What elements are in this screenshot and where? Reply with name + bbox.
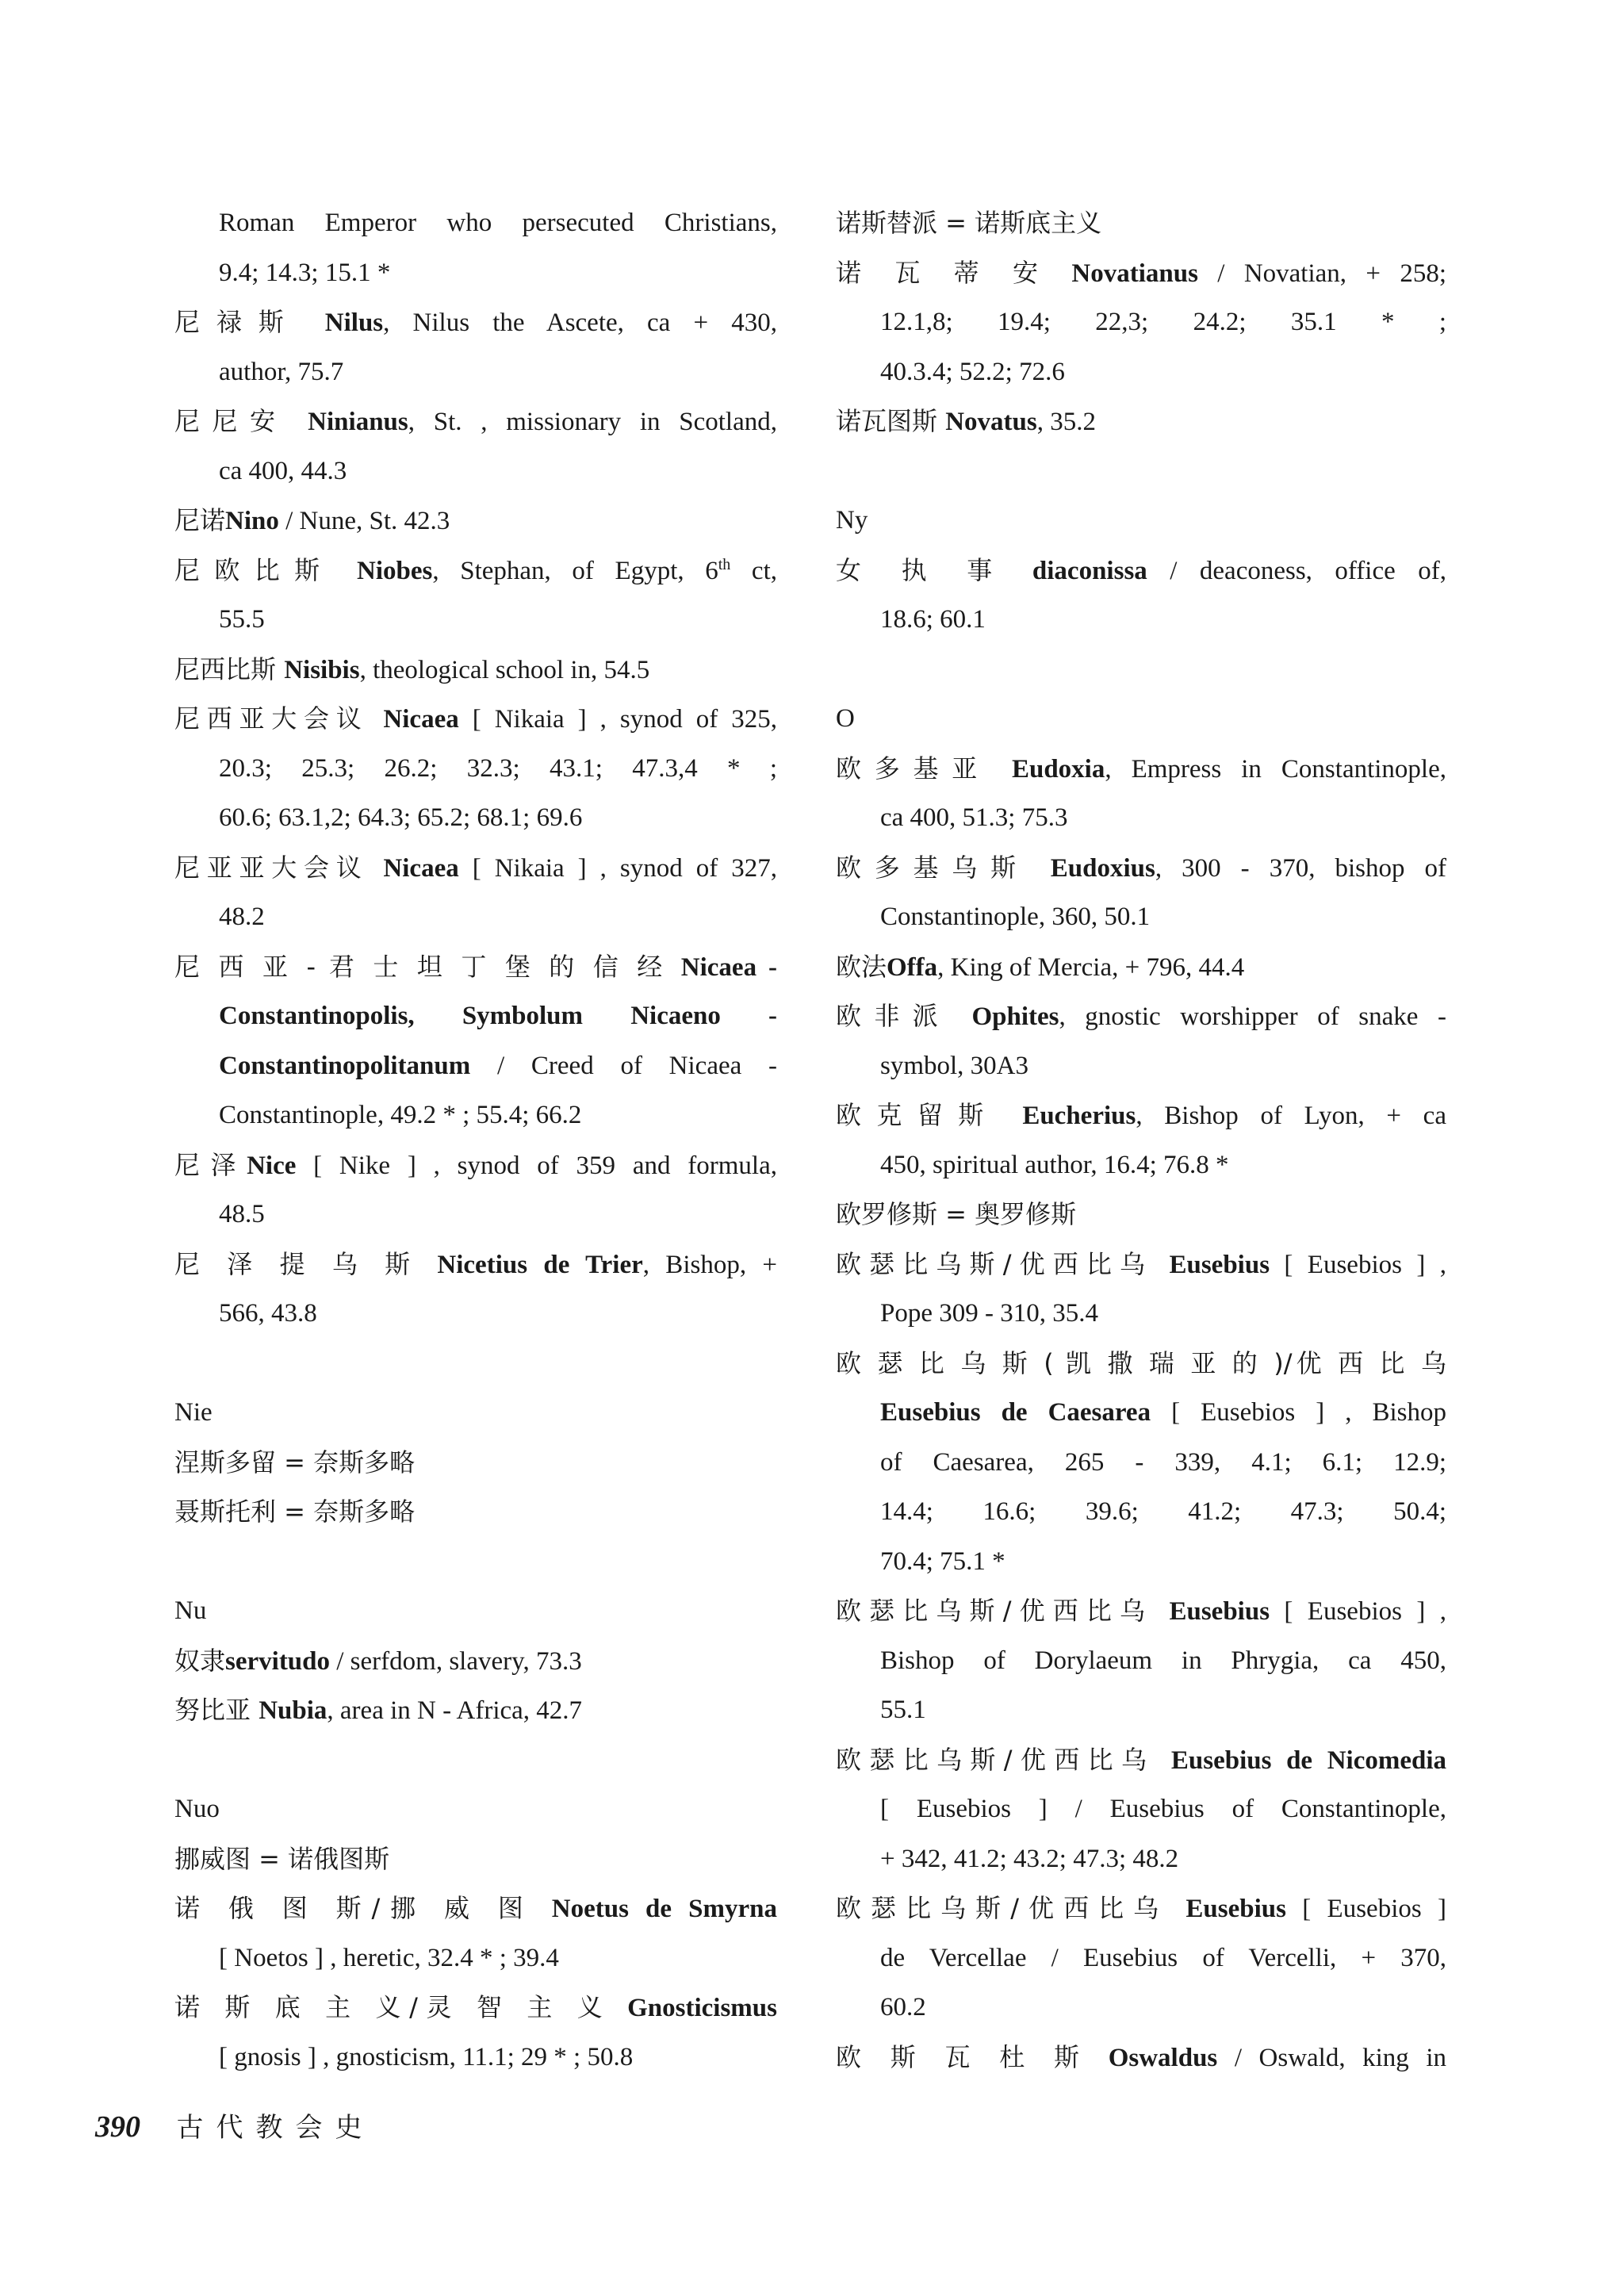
entry-text: 18.6; 60.1 bbox=[880, 605, 986, 634]
latin-term: Gnosticismus bbox=[627, 1994, 777, 2022]
entry-text: + 342, 41.2; 43.2; 47.3; 48.2 bbox=[880, 1844, 1179, 1873]
entry-text: / Creed of Nicaea - bbox=[470, 1051, 777, 1080]
chinese-term: 尼西比斯 bbox=[174, 653, 285, 684]
chinese-term: 欧 瑟 比 乌 斯 ( 凯 撒 瑞 亚 的 )/优 西 比 乌 bbox=[836, 1347, 1446, 1378]
chinese-term: 欧罗修斯 = 奥罗修斯 bbox=[836, 1199, 1077, 1229]
index-entry bbox=[174, 1140, 777, 1240]
left-column bbox=[174, 198, 777, 2082]
index-entry bbox=[836, 1090, 1446, 1190]
entry-text: [ Eusebios ] bbox=[1285, 1895, 1446, 1923]
entry-text: Constantinople, 360, 50.1 bbox=[880, 902, 1151, 931]
entry-continuation-line bbox=[836, 1685, 1446, 1735]
latin-term: Nicaea - bbox=[680, 952, 777, 982]
entry-continuation-line bbox=[836, 595, 1446, 645]
entry-text: , Stephan, of Egypt, 6 bbox=[432, 556, 718, 585]
latin-term: Niobes bbox=[357, 556, 433, 585]
entry-first-line bbox=[174, 546, 777, 596]
index-entry bbox=[174, 1240, 777, 1339]
entry-text: 55.1 bbox=[880, 1696, 926, 1724]
entry-first-line bbox=[836, 198, 1446, 248]
chinese-term: 诺斯替派 = 诺斯底主义 bbox=[836, 208, 1102, 238]
chinese-term: 诺 斯 底 主 义/灵 智 主 义 bbox=[174, 1992, 628, 2022]
entry-text: / Nune, St. 42.3 bbox=[278, 507, 450, 535]
entry-text: de Vercellae / Eusebius of Vercelli, + 370, bbox=[880, 1943, 1446, 1972]
entry-text: [ Nikaia ] , synod of 327, bbox=[458, 853, 777, 883]
entry-text: [ Eusebios ] , Bishop bbox=[1151, 1398, 1446, 1427]
latin-term: Eusebius de Caesarea bbox=[880, 1398, 1151, 1427]
chinese-term: 努比亚 bbox=[174, 1695, 259, 1725]
chinese-term: 尼诺 bbox=[174, 505, 226, 535]
entry-text: ca 400, 44.3 bbox=[219, 456, 347, 485]
page-footer bbox=[95, 2103, 375, 2152]
entry-text: 12.1,8; 19.4; 22,3; 24.2; 35.1 * ; bbox=[880, 308, 1446, 336]
entry-text: symbol, 30A3 bbox=[880, 1051, 1029, 1080]
latin-term: Novatus bbox=[945, 408, 1037, 436]
entry-first-line bbox=[174, 1834, 777, 1884]
latin-term: diaconissa bbox=[1032, 556, 1147, 585]
latin-term: Nino bbox=[225, 507, 279, 535]
entry-first-line bbox=[174, 645, 777, 695]
right-column bbox=[836, 198, 1446, 2082]
chinese-term: 奴隶 bbox=[174, 1645, 226, 1676]
entry-text: [ Nike ] , synod of 359 and formula, bbox=[296, 1151, 777, 1180]
entry-first-line bbox=[174, 843, 777, 893]
entry-text: 9.4; 14.3; 15.1 * bbox=[219, 258, 391, 287]
entry-continuation-line bbox=[836, 1041, 1446, 1091]
entry-text: , St. , missionary in Scotland, bbox=[408, 408, 777, 436]
index-entry bbox=[836, 1190, 1446, 1240]
superscript: th bbox=[718, 555, 731, 573]
latin-term: Noetus de Smyrna bbox=[551, 1895, 777, 1923]
entry-text: [ Eusebios ] / Eusebius of Constantinople, bbox=[880, 1795, 1446, 1823]
latin-term: Eusebius de Nicomedia bbox=[1170, 1746, 1446, 1775]
chinese-term: 欧 斯 瓦 杜 斯 bbox=[836, 2041, 1109, 2072]
index-entry bbox=[836, 843, 1446, 942]
entry-first-line bbox=[836, 1586, 1446, 1636]
chinese-term: 挪威图 = 诺俄图斯 bbox=[174, 1843, 390, 1874]
entry-continuation-line bbox=[836, 892, 1446, 942]
entry-text: 60.6; 63.1,2; 64.3; 65.2; 68.1; 69.6 bbox=[219, 803, 583, 832]
entry-continuation-line bbox=[836, 1537, 1446, 1587]
entry-continuation-line bbox=[174, 1090, 777, 1140]
entry-first-line bbox=[836, 942, 1446, 992]
entry-text: 566, 43.8 bbox=[219, 1299, 317, 1328]
entry-continuation-line bbox=[174, 1041, 777, 1091]
index-entry bbox=[174, 198, 777, 297]
entry-first-line bbox=[174, 1884, 777, 1933]
entry-text: , 300 - 370, bishop of bbox=[1155, 853, 1446, 883]
index-entry bbox=[836, 248, 1446, 397]
entry-text: 40.3.4; 52.2; 72.6 bbox=[880, 357, 1065, 386]
entry-continuation-line bbox=[174, 446, 777, 496]
latin-term: Constantinopolitanum bbox=[219, 1051, 471, 1080]
entry-first-line bbox=[174, 1140, 777, 1190]
entry-text: author, 75.7 bbox=[219, 357, 344, 386]
latin-term: Nisibis bbox=[284, 655, 360, 684]
entry-text: [ Eusebios ] , bbox=[1270, 1250, 1446, 1279]
latin-term: Nicaea bbox=[383, 853, 459, 883]
entry-first-line bbox=[836, 1339, 1446, 1389]
entry-first-line bbox=[174, 1438, 777, 1488]
chinese-term: 诺 俄 图 斯/挪 威 图 bbox=[174, 1893, 552, 1923]
entry-first-line bbox=[836, 397, 1446, 446]
latin-term: Eudoxius bbox=[1050, 853, 1155, 883]
entry-continuation-line bbox=[174, 744, 777, 794]
chinese-term: 尼亚亚大会议 bbox=[174, 852, 384, 883]
entry-first-line bbox=[836, 248, 1446, 298]
latin-term: Nice bbox=[247, 1151, 297, 1180]
entry-text: , theological school in, 54.5 bbox=[359, 655, 650, 684]
entry-text: , Bishop of Lyon, + ca bbox=[1136, 1102, 1446, 1130]
entry-first-line bbox=[174, 1487, 777, 1537]
entry-continuation-line bbox=[836, 1487, 1446, 1537]
chinese-term: 女 执 事 bbox=[836, 554, 1032, 585]
entry-text: / Novatian, + 258; bbox=[1197, 259, 1446, 288]
section-gap bbox=[174, 1735, 777, 1785]
entry-first-line bbox=[174, 1685, 777, 1735]
section-gap bbox=[836, 446, 1446, 496]
entry-first-line bbox=[836, 1240, 1446, 1290]
entry-first-line bbox=[836, 744, 1446, 794]
index-entry bbox=[174, 496, 777, 546]
chinese-term: 欧法 bbox=[836, 951, 887, 982]
entry-continuation-line bbox=[174, 793, 777, 843]
entry-first-line bbox=[174, 1636, 777, 1686]
chinese-term: 欧克留斯 bbox=[836, 1100, 1023, 1130]
entry-text: , King of Mercia, + 796, 44.4 bbox=[937, 952, 1245, 982]
section-gap bbox=[174, 1339, 777, 1389]
latin-term: Nicaea bbox=[383, 705, 459, 734]
entry-text: 70.4; 75.1 * bbox=[880, 1546, 1005, 1576]
entry-first-line bbox=[836, 1884, 1446, 1933]
entry-text: Pope 309 - 310, 35.4 bbox=[880, 1299, 1098, 1328]
entry-continuation-line bbox=[836, 1933, 1446, 1983]
entry-text: [ Eusebios ] , bbox=[1270, 1597, 1446, 1626]
index-entry bbox=[836, 1586, 1446, 1735]
entry-text: [ Noetos ] , heretic, 32.4 * ; 39.4 bbox=[219, 1943, 559, 1972]
entry-continuation-line bbox=[836, 1289, 1446, 1339]
entry-text: ca 400, 51.3; 75.3 bbox=[880, 803, 1068, 832]
entry-text: [ gnosis ] , gnosticism, 11.1; 29 * ; 50.8 bbox=[219, 2042, 634, 2071]
latin-term: Eucherius bbox=[1022, 1102, 1136, 1130]
section-heading: Nuo bbox=[174, 1795, 220, 1823]
entry-text: , Empress in Constantinople, bbox=[1105, 754, 1446, 784]
entry-continuation-line bbox=[836, 1784, 1446, 1834]
latin-term: servitudo bbox=[225, 1646, 331, 1676]
entry-continuation-line bbox=[174, 248, 777, 298]
entry-text: , gnostic worshipper of snake - bbox=[1059, 1002, 1446, 1031]
entry-text: 20.3; 25.3; 26.2; 32.3; 43.1; 47.3,4 * ; bbox=[219, 753, 777, 783]
entry-continuation-line bbox=[174, 347, 777, 397]
chinese-term: 欧瑟比乌斯/优西比乌 bbox=[836, 1893, 1186, 1923]
index-entry bbox=[836, 1735, 1446, 1884]
index-entry bbox=[836, 1339, 1446, 1587]
index-entry bbox=[174, 1983, 777, 2082]
index-entry bbox=[836, 744, 1446, 843]
entry-continuation-line bbox=[174, 1190, 777, 1240]
index-entry bbox=[836, 1240, 1446, 1339]
entry-text: 60.2 bbox=[880, 1993, 926, 2021]
entry-first-line bbox=[174, 1240, 777, 1290]
chinese-term: 诺瓦图斯 bbox=[836, 406, 946, 436]
latin-term: Eudoxia bbox=[1011, 754, 1105, 784]
entry-text: ct, bbox=[730, 556, 777, 585]
chinese-term: 尼欧比斯 bbox=[174, 554, 358, 585]
latin-term: Oswaldus bbox=[1108, 2043, 1218, 2072]
page-number: 390 bbox=[95, 2110, 140, 2144]
latin-term: Nicetius de Trier bbox=[437, 1250, 643, 1279]
latin-term: Offa bbox=[887, 952, 938, 982]
entry-first-line bbox=[174, 694, 777, 744]
entry-first-line bbox=[174, 1983, 777, 2033]
index-entry bbox=[174, 1487, 777, 1537]
entry-text: 14.4; 16.6; 39.6; 41.2; 47.3; 50.4; bbox=[880, 1497, 1446, 1526]
chinese-term: 尼泽 bbox=[174, 1149, 247, 1180]
index-entry bbox=[174, 297, 777, 397]
chinese-term: 尼禄斯 bbox=[174, 307, 325, 337]
index-entry bbox=[174, 1438, 777, 1488]
entry-text: Bishop of Dorylaeum in Phrygia, ca 450, bbox=[880, 1646, 1446, 1675]
chinese-term: 欧瑟比乌斯/优西比乌 bbox=[836, 1596, 1170, 1626]
entry-text: Roman Emperor who persecuted Christians, bbox=[219, 209, 777, 237]
index-entry bbox=[174, 843, 777, 942]
entry-continuation-line bbox=[174, 1933, 777, 1983]
index-entry bbox=[174, 942, 777, 1140]
index-entry bbox=[836, 2033, 1446, 2083]
index-entry bbox=[836, 942, 1446, 992]
entry-first-line bbox=[174, 198, 777, 248]
entry-continuation-line bbox=[836, 1983, 1446, 2033]
chinese-term: 欧多基乌斯 bbox=[836, 852, 1051, 883]
entry-continuation-line bbox=[174, 2033, 777, 2083]
index-entry bbox=[174, 1636, 777, 1686]
latin-term: Novatianus bbox=[1071, 259, 1198, 288]
chinese-term: 欧瑟比乌斯/优西比乌 bbox=[836, 1744, 1171, 1775]
index-entry bbox=[174, 397, 777, 496]
entry-continuation-line bbox=[836, 1636, 1446, 1686]
chinese-term: 尼 西 亚 - 君 士 坦 丁 堡 的 信 经 bbox=[174, 951, 681, 982]
entry-first-line bbox=[836, 1190, 1446, 1240]
section-heading: O bbox=[836, 704, 855, 733]
entry-continuation-line bbox=[174, 595, 777, 645]
chinese-term: 欧多基亚 bbox=[836, 753, 1012, 784]
entry-first-line bbox=[836, 1735, 1446, 1785]
chinese-term: 尼西亚大会议 bbox=[174, 703, 384, 734]
section-heading: Nie bbox=[174, 1398, 213, 1427]
entry-first-line bbox=[174, 942, 777, 992]
entry-first-line bbox=[836, 1090, 1446, 1140]
entry-first-line bbox=[836, 843, 1446, 893]
entry-text: 450, spiritual author, 16.4; 76.8 * bbox=[880, 1150, 1229, 1179]
entry-text: 48.5 bbox=[219, 1200, 265, 1228]
chinese-term: 欧非派 bbox=[836, 1001, 972, 1031]
entry-text: 55.5 bbox=[219, 605, 265, 634]
entry-first-line bbox=[836, 546, 1446, 596]
book-title: 古代教会史 bbox=[176, 2112, 375, 2144]
entry-text: , area in N - Africa, 42.7 bbox=[327, 1696, 583, 1725]
entry-text: Constantinople, 49.2 * ; 55.4; 66.2 bbox=[219, 1101, 582, 1129]
entry-continuation-line bbox=[836, 1834, 1446, 1884]
entry-first-line bbox=[174, 397, 777, 446]
latin-term: Eusebius bbox=[1169, 1250, 1270, 1279]
entry-continuation-line bbox=[836, 1140, 1446, 1190]
entry-continuation-line bbox=[836, 347, 1446, 397]
section-gap bbox=[174, 1537, 777, 1587]
latin-term: Eusebius bbox=[1185, 1895, 1286, 1923]
latin-term: Eusebius bbox=[1169, 1597, 1270, 1626]
entry-text: 48.2 bbox=[219, 902, 265, 931]
index-entry bbox=[174, 546, 777, 645]
chinese-term: 欧瑟比乌斯/优西比乌 bbox=[836, 1248, 1170, 1279]
latin-term: Nubia bbox=[259, 1696, 327, 1725]
entry-text: / deaconess, office of, bbox=[1147, 556, 1446, 585]
index-entry bbox=[836, 1884, 1446, 2033]
entry-first-line bbox=[836, 991, 1446, 1041]
latin-term: Constantinopolis, Symbolum Nicaeno - bbox=[219, 1002, 777, 1030]
entry-text: , Bishop, + bbox=[642, 1250, 777, 1279]
entry-continuation-line bbox=[836, 1438, 1446, 1488]
entry-text: , 35.2 bbox=[1036, 408, 1096, 436]
entry-continuation-line bbox=[836, 297, 1446, 347]
index-entry bbox=[836, 198, 1446, 248]
entry-first-line bbox=[174, 496, 777, 546]
entry-first-line bbox=[836, 2033, 1446, 2083]
entry-first-line bbox=[174, 297, 777, 347]
chinese-term: 诺 瓦 蒂 安 bbox=[836, 257, 1072, 288]
section-heading: Ny bbox=[836, 506, 868, 535]
index-entry bbox=[174, 645, 777, 695]
entry-text: / Oswald, king in bbox=[1217, 2043, 1446, 2072]
chinese-term: 尼 泽 提 乌 斯 bbox=[174, 1248, 438, 1279]
entry-continuation-line bbox=[836, 793, 1446, 843]
entry-continuation-line bbox=[174, 1289, 777, 1339]
latin-term: Ophites bbox=[971, 1002, 1059, 1031]
index-entry bbox=[174, 1685, 777, 1735]
entry-continuation-line bbox=[174, 991, 777, 1041]
section-gap bbox=[836, 645, 1446, 695]
index-entry bbox=[174, 1884, 777, 1983]
entry-text: , Nilus the Ascete, ca + 430, bbox=[383, 308, 777, 337]
chinese-term: 尼尼安 bbox=[174, 406, 308, 436]
latin-term: Ninianus bbox=[308, 408, 408, 436]
entry-text: / serfdom, slavery, 73.3 bbox=[330, 1646, 582, 1676]
entry-text: of Caesarea, 265 - 339, 4.1; 6.1; 12.9; bbox=[880, 1447, 1446, 1477]
entry-continuation-line bbox=[836, 1388, 1446, 1438]
chinese-term: 涅斯多留 = 奈斯多略 bbox=[174, 1447, 416, 1477]
index-entry bbox=[836, 991, 1446, 1090]
index-entry bbox=[174, 1834, 777, 1884]
chinese-term: 聂斯托利 = 奈斯多略 bbox=[174, 1496, 416, 1527]
entry-text: [ Nikaia ] , synod of 325, bbox=[458, 705, 777, 734]
section-heading: Nu bbox=[174, 1596, 207, 1625]
index-entry bbox=[174, 694, 777, 843]
latin-term: Nilus bbox=[324, 308, 384, 337]
entry-continuation-line bbox=[174, 892, 777, 942]
index-entry bbox=[836, 397, 1446, 446]
index-entry bbox=[836, 546, 1446, 645]
